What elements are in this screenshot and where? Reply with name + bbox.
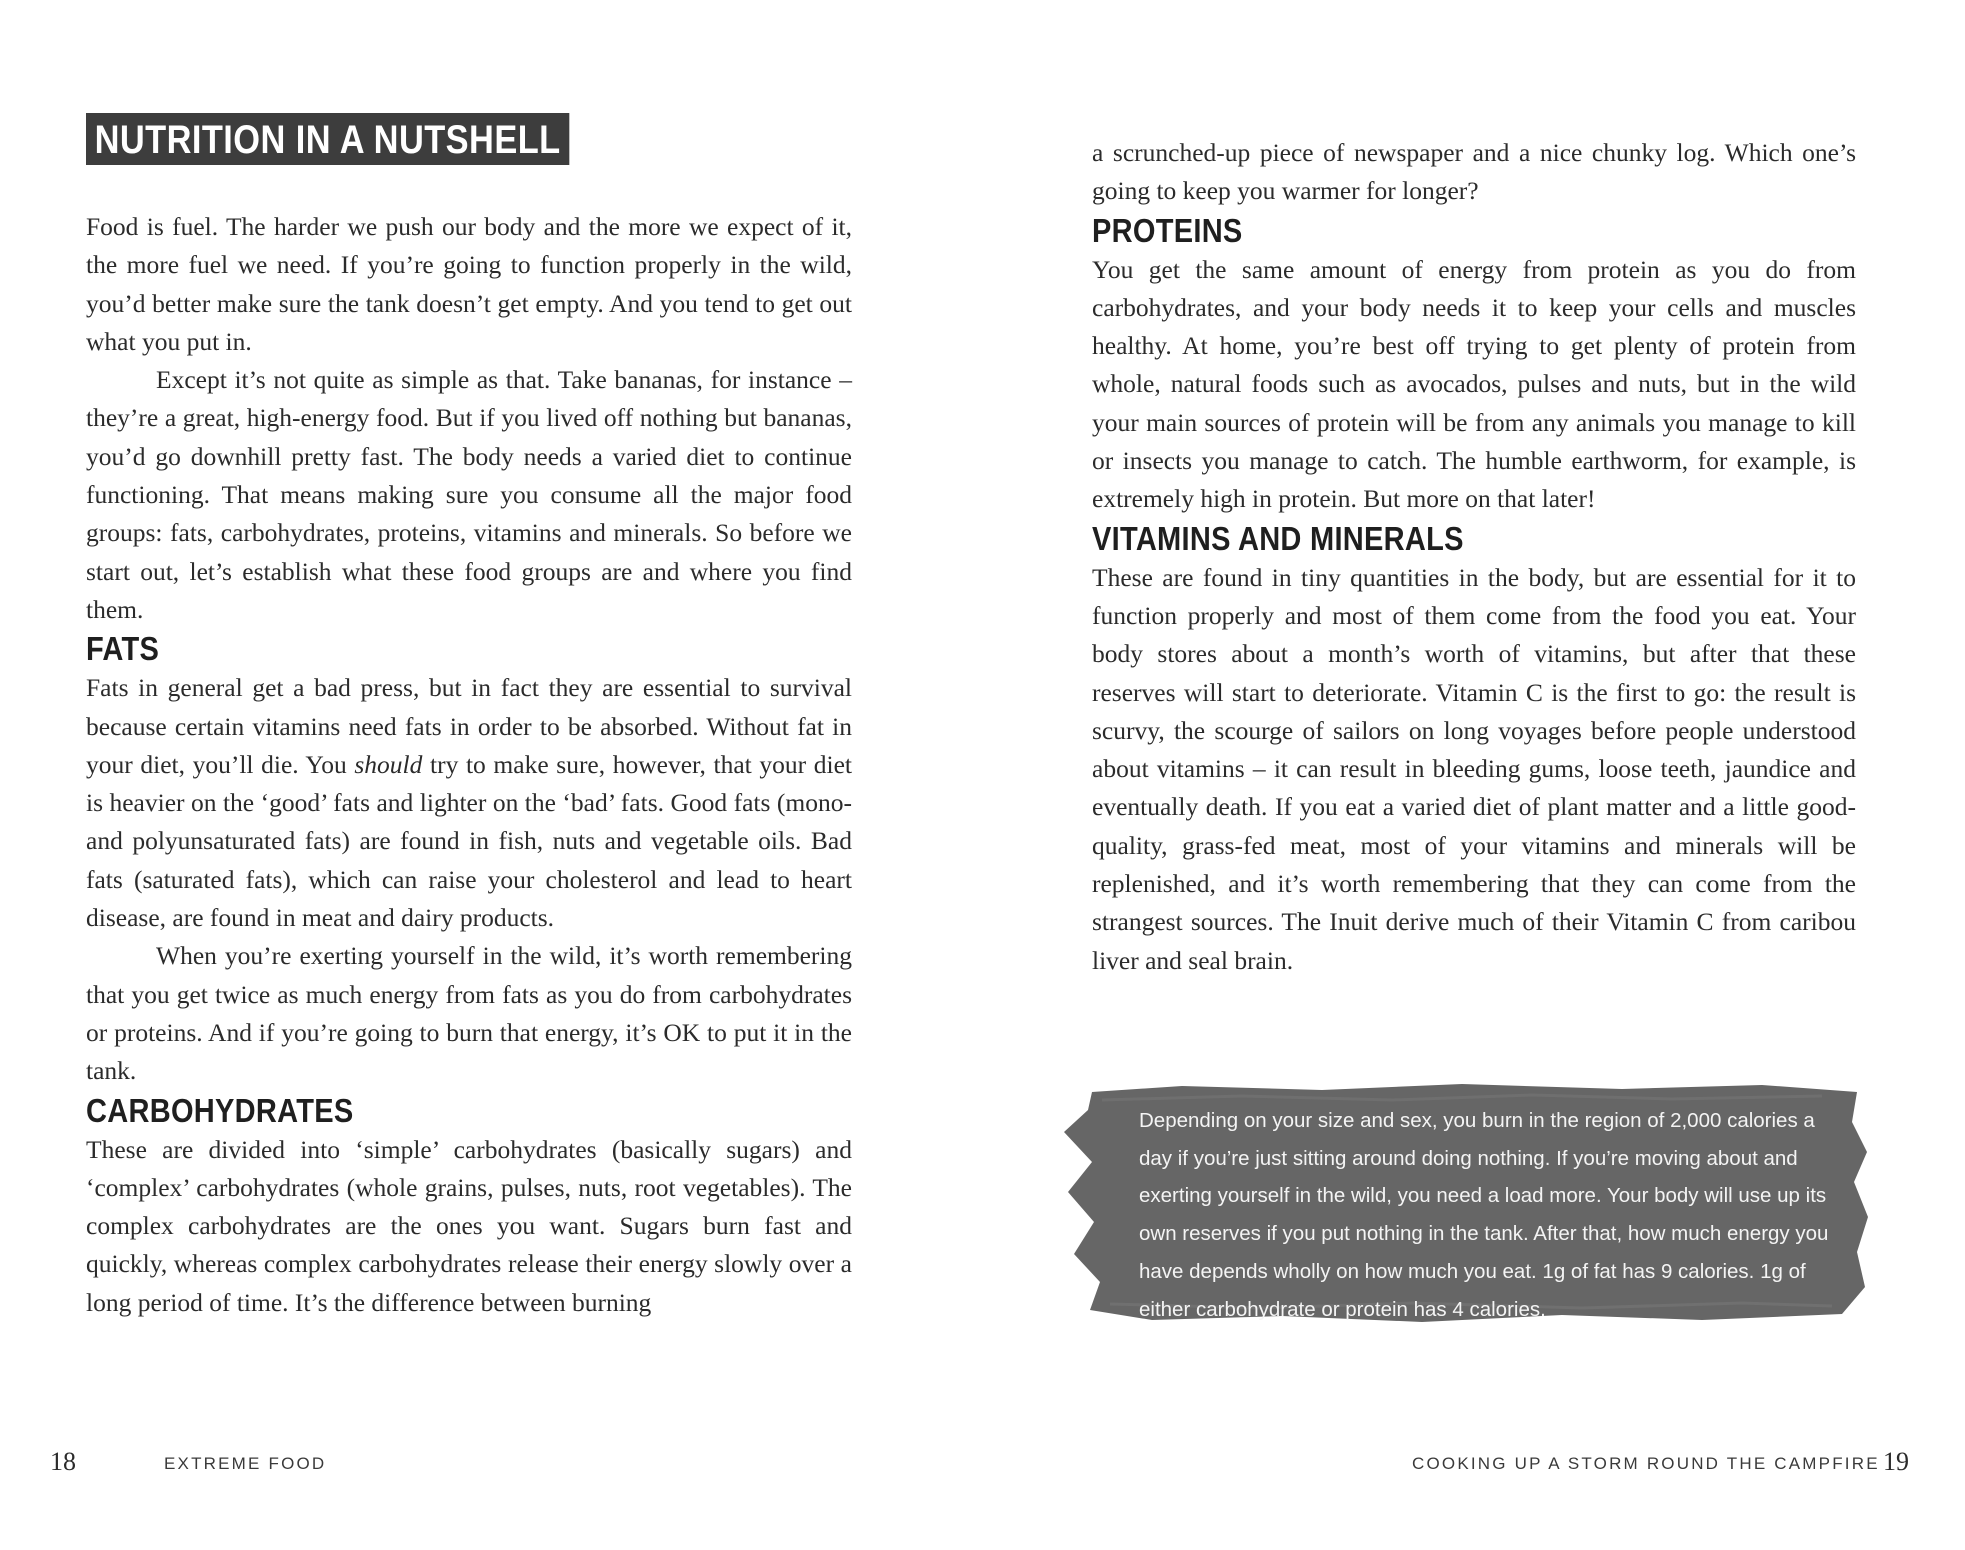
left-column	[86, 208, 852, 1322]
fats-heading: FATS	[86, 630, 160, 668]
fats-paragraph-2: When you’re exerting yourself in the wild, it’s worth remembering that you get twice as much energy from fats as you do from carbohydrates or proteins. And if you’re going to burn that energy, it’s OK to put it in the tank.	[86, 941, 852, 1086]
proteins-paragraph-1: You get the same amount of energy from protein as you do from carbohydrates, and your body needs it to keep your cells and muscles healthy. At home, you’re best off trying to get plenty of protein from whole, natural foods such as avocados, pulses and nuts, but in the wild your main sources of protein will be from any animals you manage to kill or insects you manage to catch. The humble earthworm, for example, is extremely high in protein. But more on that later!	[1092, 254, 1856, 514]
fats-text-italic: should	[354, 749, 423, 779]
chapter-title: NUTRITION IN A NUTSHELL	[86, 113, 569, 165]
continuation-paragraph: a scrunched-up piece of newspaper and a nice chunky log. Which one’s going to keep you warmer for longer?	[1092, 138, 1856, 206]
fats-text-a: Fats in general get a bad press, but in fact they are essential to survival because certain vitamins need fats in order to be absorbed. Without fat in your diet, you’ll die. You	[86, 673, 852, 779]
fats-text-b: try to make sure, however, that your diet is heavier on the ‘good’ fats and lighter on the ‘bad’ fats. Good fats (mono- and polyunsaturated fats) are found in fish, nuts and vegetable oils. Bad fats (saturated fats), which can raise your cholesterol and lead to heart disease, are found in meat and dairy products.	[86, 749, 852, 933]
running-head-right: COOKING UP A STORM ROUND THE CAMPFIRE	[1412, 1454, 1880, 1473]
intro-paragraph-1: Food is fuel. The harder we push our body and the more we expect of it, the more fuel we need. If you’re going to function properly in the wild, you’d better make sure the tank doesn’t get empty. And you tend to get out what you put in.	[86, 212, 852, 356]
page-number-left: 18	[50, 1447, 76, 1476]
proteins-heading: PROTEINS	[1092, 211, 1243, 249]
intro-paragraph-2: Except it’s not quite as simple as that. Take bananas, for instance – they’re a great, high-energy food. But if you lived off nothing but bananas, you’d go downhill pretty fast. The body needs a varied diet to continue functioning. That means making sure you consume all the major food groups: fats, carbohydrates, proteins, vitamins and minerals. So before we start out, let’s establish what these food groups are and where you find them.	[86, 365, 852, 624]
carbohydrates-paragraph-1: These are divided into ‘simple’ carbohydrates (basically sugars) and ‘complex’ carbohydrates (whole grains, pulses, nuts, root vegetables). The complex carbohydrates are the ones you want. Sugars burn fast and quickly, whereas complex carbohydrates release their energy slowly over a long period of time. It’s the difference between burning	[86, 1134, 852, 1317]
vitamins-paragraph-1: These are found in tiny quantities in the body, but are essential for it to function properly and most of them come from the food you eat. Your body stores about a month’s worth of vitamins, but after that these reserves will start to deteriorate. Vitamin C is the first to go: the result is scurvy, the scourge of sailors on long voyages before people understood about vitamins – it can result in bleeding gums, loose teeth, jaundice and eventually death. If you eat a varied diet of plant matter and a little good-quality, grass-fed meat, most of your vitamins and minerals will be replenished, and it’s worth remembering that they can come from the strangest sources. The Inuit derive much of their Vitamin C from caribou liver and seal brain.	[1092, 562, 1856, 975]
calorie-callout	[1062, 1082, 1872, 1332]
carbohydrates-heading: CARBOHYDRATES	[86, 1091, 354, 1129]
right-column	[1092, 134, 1856, 980]
callout-text: Depending on your size and sex, you burn in the region of 2,000 calories a day if you’re just sitting around doing nothing. If you’re moving about and exerting yourself in the wild, you need a load more. Your body will use up its own reserves if you put nothing in the tank. After that, how much energy you have depends wholly on how much you eat. 1g of fat has 9 calories. 1g of either carbohydrate or protein has 4 calories.	[1139, 1109, 1829, 1321]
page-number-right: 19	[1883, 1447, 1909, 1476]
vitamins-heading: VITAMINS AND MINERALS	[1092, 519, 1464, 557]
left-page	[0, 0, 980, 1550]
fats-paragraph-1	[86, 669, 852, 937]
running-head-left: EXTREME FOOD	[164, 1454, 327, 1473]
